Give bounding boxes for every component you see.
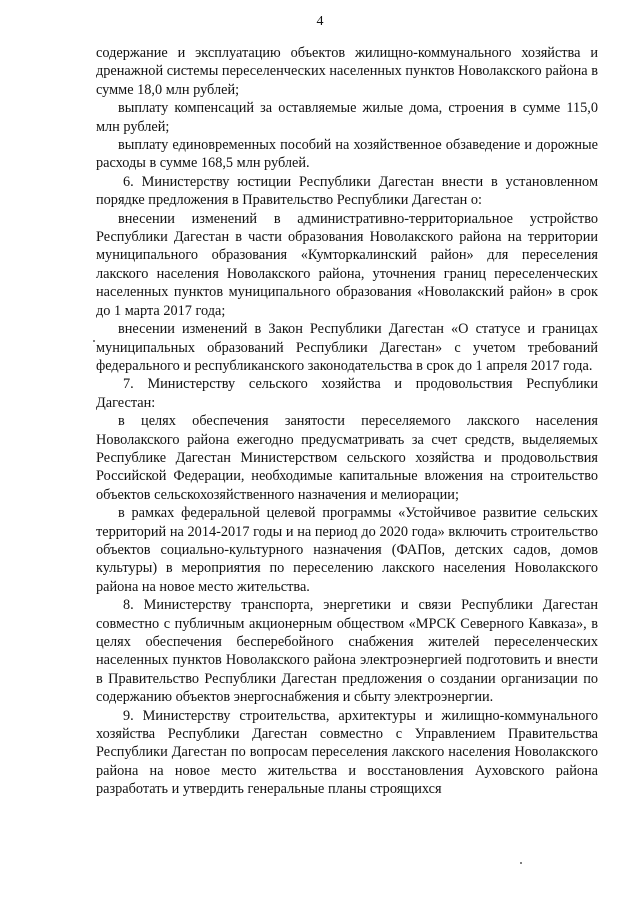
paragraph-item-7-federal-program: в рамках федеральной целевой программы «Устойчивое развитие сельских территорий на 2014-2017 годы и на период до 2020 года» включить строительство объектов социально-культурного назначения (ФАПов, детских садов, домов культуры) в мероприятия по переселению лакского населения Новолакского района на новое место жительства. <box>96 505 598 595</box>
paragraph-item-7-employment: в целях обеспечения занятости переселяемого лакского населения Новолакского района ежегодно предусматривать за счет средств, выделяемых Республике Дагестан Министерством сельского хозяйства и продовольствия Российской Федерации, необходимые капитальные вложения на строительство объектов сельскохозяйственного назначения и мелиорации; <box>96 413 598 503</box>
page-number: 4 <box>316 14 324 29</box>
scan-speck-bottom <box>520 862 522 864</box>
paragraph-item-7: 7. Министерству сельского хозяйства и продовольствия Республики Дагестан: <box>96 376 598 411</box>
paragraph-allowances: выплату единовременных пособий на хозяйственное обзаведение и дорожные расходы в сумме 168,5 млн рублей. <box>96 137 598 172</box>
paragraph-item-6: 6. Министерству юстиции Республики Дагестан внести в установленном порядке предложения в Правительство Республики Дагестан о: <box>96 173 598 209</box>
paragraph-compensation: выплату компенсаций за оставляемые жилые дома, строения в сумме 115,0 млн рублей; <box>96 100 598 135</box>
paragraph-item-8: 8. Министерству транспорта, энергетики и связи Республики Дагестан совместно с публичным акционерным обществом «МРСК Северного Кавказа», в целях обеспечения бесперебойного снабжения жителей переселенческих населенных пунктов Новолакского района электроэнергией подготовить и внести в Правительство Республики Дагестан предложения о создании организации по содержанию объектов энергоснабжения и сбыту электроэнергии. <box>96 597 598 706</box>
scan-speck-left <box>93 340 95 342</box>
paragraph-item-9: 9. Министерству строительства, архитектуры и жилищно-коммунального хозяйства Республики Дагестан совместно с Управлением Правительства Республики Дагестан по вопросам переселения лакского населения Новолакского района на новое место жительства и восстановления Ауховского района разработать и утвердить генеральные планы строящихся <box>96 707 598 798</box>
paragraph-item-6-law-amendment: внесении изменений в Закон Республики Дагестан «О статусе и границах муниципальных образований Республики Дагестан» с учетом требований федерального и республиканского законодательства в срок до 1 апреля 2017 года. <box>96 321 598 374</box>
document-body <box>96 44 598 799</box>
paragraph-item-6-admin-structure: внесении изменений в административно-территориальное устройство Республики Дагестан в части образования Новолакского района на территории муниципального образования «Кумторкалинский район» для переселения лакского населения Новолакского района, уточнения границ переселенческих населенных пунктов муниципального образования «Новолакский район» в срок до 1 марта 2017 года; <box>96 210 598 319</box>
paragraph-housing-maintenance: содержание и эксплуатацию объектов жилищно-коммунального хозяйства и дренажной системы переселенческих населенных пунктов Новолакского района в сумме 18,0 млн рублей; <box>96 45 598 98</box>
